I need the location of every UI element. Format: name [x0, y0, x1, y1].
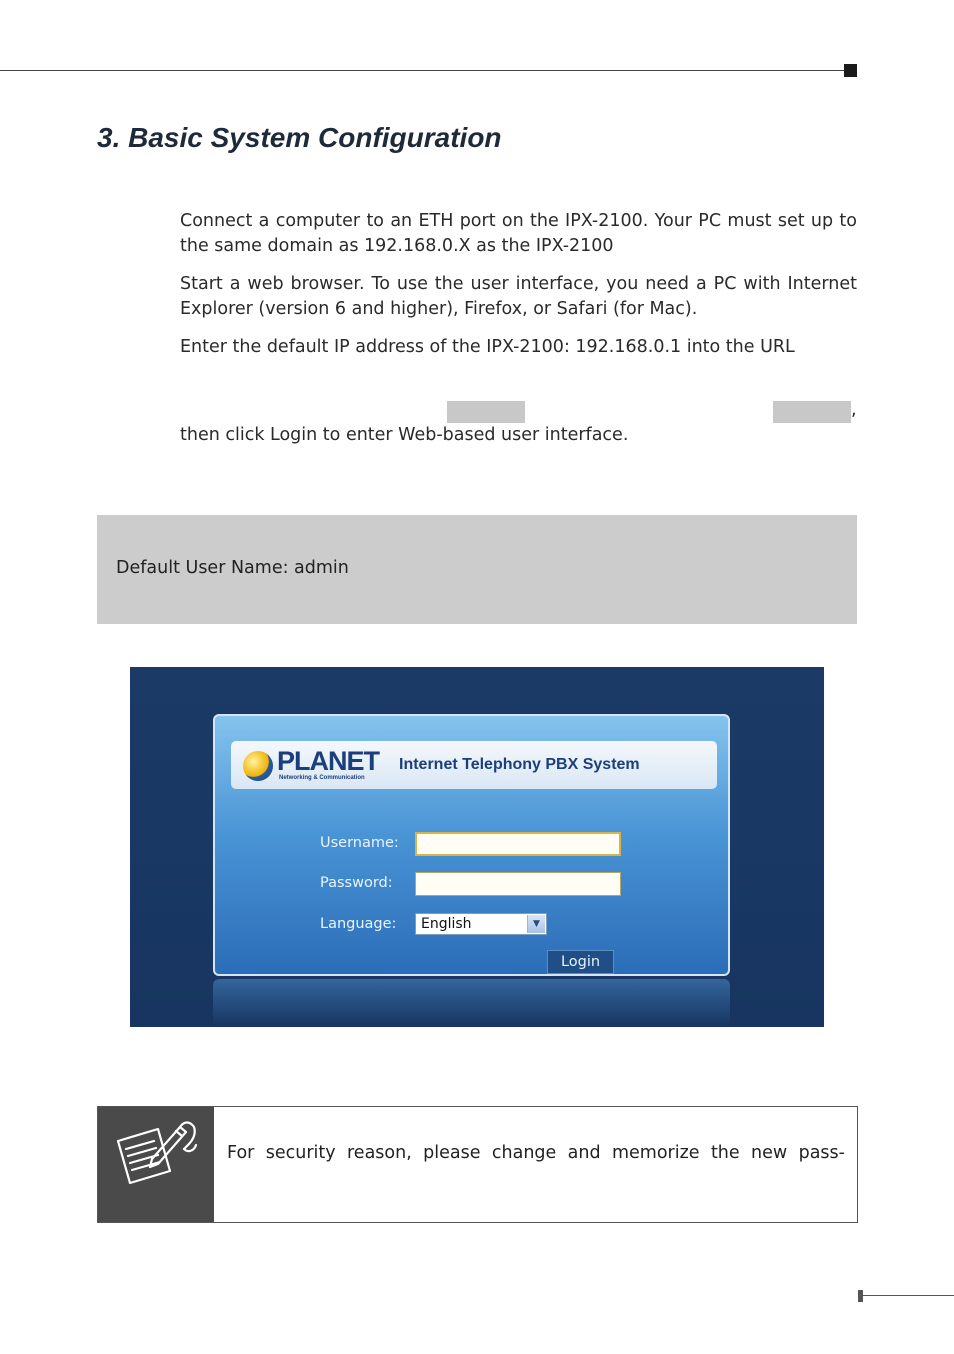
security-note-box — [97, 1106, 858, 1223]
language-label: Language: — [320, 916, 397, 932]
paragraph-connect: Connect a computer to an ETH port on the IPX-2100. Your PC must set up to the same domain as 192.168.0.X as the IPX-2100 — [180, 211, 857, 256]
username-input[interactable] — [415, 832, 621, 856]
login-button[interactable]: Login — [547, 950, 614, 974]
default-credentials-note — [97, 515, 857, 624]
paragraph-browser: Start a web browser. To use the user interface, you need a PC with Internet Explorer (version 6 and higher), Firefox, or Safari (for Mac). — [180, 274, 857, 319]
security-note-text: For security reason, please change and memorize the new pass- — [227, 1143, 845, 1163]
paragraph-credentials-line — [180, 398, 857, 423]
header-square-marker — [844, 64, 857, 77]
note-pen-icon — [114, 1119, 200, 1189]
highlight-password — [773, 401, 851, 423]
language-select[interactable] — [415, 913, 547, 935]
login-screenshot — [130, 667, 824, 1027]
planet-globe-icon — [243, 751, 273, 781]
password-input[interactable] — [415, 872, 621, 896]
section-heading: 3. Basic System Configuration — [97, 122, 502, 153]
line-comma: , — [851, 400, 857, 420]
login-panel — [213, 714, 730, 976]
note-icon-cell — [98, 1107, 214, 1222]
highlight-username — [447, 401, 525, 423]
paragraph-ip-address: Enter the default IP address of the IPX-2100: 192.168.0.1 into the URL — [180, 337, 795, 357]
brand-logo-text: PLANET — [277, 746, 379, 776]
username-label: Username: — [320, 835, 399, 851]
system-title: Internet Telephony PBX System — [399, 756, 640, 773]
brand-tagline: Networking & Communication — [279, 775, 365, 781]
footer-tick — [858, 1290, 863, 1302]
footer-rule — [863, 1295, 954, 1296]
header-rule — [0, 70, 850, 71]
default-user-name-text: Default User Name: admin — [116, 558, 349, 578]
chevron-down-icon[interactable]: ▼ — [527, 915, 545, 933]
paragraph-login-instruction: then click Login to enter Web-based user interface. — [180, 425, 629, 445]
brand-banner — [231, 741, 717, 789]
language-selected-value: English — [421, 916, 472, 932]
password-label: Password: — [320, 875, 393, 891]
panel-reflection — [213, 979, 730, 1027]
